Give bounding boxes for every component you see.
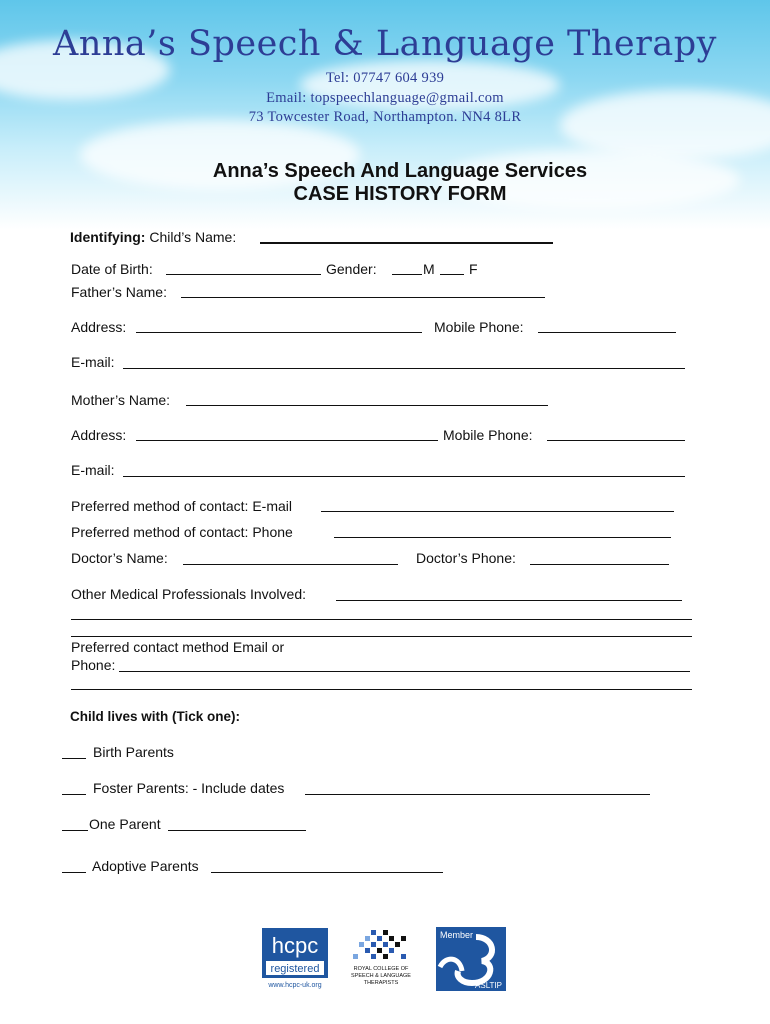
- pref-email-label: Preferred method of contact: E-mail: [71, 498, 292, 514]
- mothers-name-field[interactable]: [186, 405, 548, 406]
- gender-m-field[interactable]: [392, 274, 422, 275]
- father-address-label: Address:: [71, 319, 127, 335]
- mother-address-label: Address:: [71, 427, 127, 443]
- mother-email-field[interactable]: [123, 476, 685, 477]
- fathers-name-label: Father’s Name:: [71, 284, 167, 300]
- doctors-name-label: Doctor’s Name:: [71, 550, 168, 566]
- pref-contact-field-line2[interactable]: [71, 689, 692, 690]
- gender-m-label: M: [423, 261, 435, 277]
- hcpc-logo: [262, 928, 328, 990]
- pref-email-field[interactable]: [321, 511, 674, 512]
- pref-contact-field[interactable]: [119, 671, 690, 672]
- dob-label: Date of Birth:: [71, 261, 153, 277]
- hcpc-registered-text: registered: [270, 963, 320, 975]
- gender-f-label: F: [469, 261, 478, 277]
- foster-parents-checkbox[interactable]: [62, 794, 86, 795]
- father-mobile-field[interactable]: [538, 332, 676, 333]
- practice-title: Anna’s Speech & Language Therapy: [53, 24, 717, 64]
- form-title: Anna’s Speech And Language Services: [212, 160, 588, 182]
- mothers-name-label: Mother’s Name:: [71, 392, 171, 408]
- mother-email-label: E-mail:: [71, 462, 115, 478]
- doctors-phone-label: Doctor’s Phone:: [416, 550, 516, 566]
- one-parent-checkbox[interactable]: [62, 830, 88, 831]
- identifying-row: [70, 229, 236, 245]
- asltip-member-text: Member: [440, 930, 474, 940]
- rcslt-text-line3: THERAPISTS: [363, 980, 399, 986]
- asltip-name-text: ASLTIP: [475, 981, 502, 990]
- foster-parents-label: Foster Parents: - Include dates: [93, 780, 285, 796]
- rcslt-pixel-mark: [353, 930, 406, 959]
- contact-phone: Tel: 07747 604 939: [325, 70, 445, 86]
- other-medical-field-line2[interactable]: [71, 619, 692, 620]
- other-medical-label: Other Medical Professionals Involved:: [71, 586, 306, 602]
- father-address-field[interactable]: [136, 332, 422, 333]
- rcslt-text-line2: SPEECH & LANGUAGE: [351, 973, 411, 979]
- adoptive-parents-label: Adoptive Parents: [92, 858, 199, 874]
- contact-address: 73 Towcester Road, Northampton. NN4 8LR: [248, 109, 522, 125]
- pref-contact-label-line1: Preferred contact method Email or: [71, 639, 285, 655]
- birth-parents-label: Birth Parents: [93, 744, 174, 760]
- form-subtitle: CASE HISTORY FORM: [293, 183, 507, 205]
- hcpc-url-text: www.hcpc-uk.org: [268, 982, 322, 989]
- dob-field[interactable]: [166, 274, 321, 275]
- father-mobile-label: Mobile Phone:: [434, 319, 524, 335]
- pref-contact-label-line2: Phone:: [71, 657, 116, 673]
- adoptive-parents-checkbox[interactable]: [62, 872, 86, 873]
- gender-label: Gender:: [326, 261, 377, 277]
- father-email-label: E-mail:: [71, 354, 115, 370]
- doctors-phone-field[interactable]: [530, 564, 669, 565]
- other-medical-field[interactable]: [336, 600, 682, 601]
- childs-name-field[interactable]: [260, 242, 553, 244]
- adoptive-parents-field[interactable]: [211, 872, 443, 873]
- rcslt-logo: [345, 928, 417, 990]
- identifying-label: Identifying:: [70, 229, 146, 245]
- foster-dates-field[interactable]: [305, 794, 650, 795]
- mother-mobile-field[interactable]: [547, 440, 685, 441]
- birth-parents-checkbox[interactable]: [62, 758, 86, 759]
- doctors-name-field[interactable]: [183, 564, 398, 565]
- rcslt-text-line1: ROYAL COLLEGE OF: [353, 966, 409, 972]
- one-parent-field[interactable]: [168, 830, 306, 831]
- asltip-logo: [436, 927, 506, 991]
- mother-mobile-label: Mobile Phone:: [443, 427, 533, 443]
- mother-address-field[interactable]: [136, 440, 438, 441]
- pref-phone-label: Preferred method of contact: Phone: [71, 524, 293, 540]
- other-medical-field-line3[interactable]: [71, 636, 692, 637]
- child-lives-label: Child lives with (Tick one):: [70, 709, 241, 724]
- childs-name-label: Child’s Name:: [149, 229, 237, 245]
- contact-email: Email: topspeechlanguage@gmail.com: [266, 90, 504, 106]
- fathers-name-field[interactable]: [181, 297, 545, 298]
- father-email-field[interactable]: [123, 368, 685, 369]
- gender-f-field[interactable]: [440, 274, 464, 275]
- hcpc-logo-text: hcpc: [271, 933, 319, 958]
- pref-phone-field[interactable]: [334, 537, 671, 538]
- one-parent-label: One Parent: [89, 816, 161, 832]
